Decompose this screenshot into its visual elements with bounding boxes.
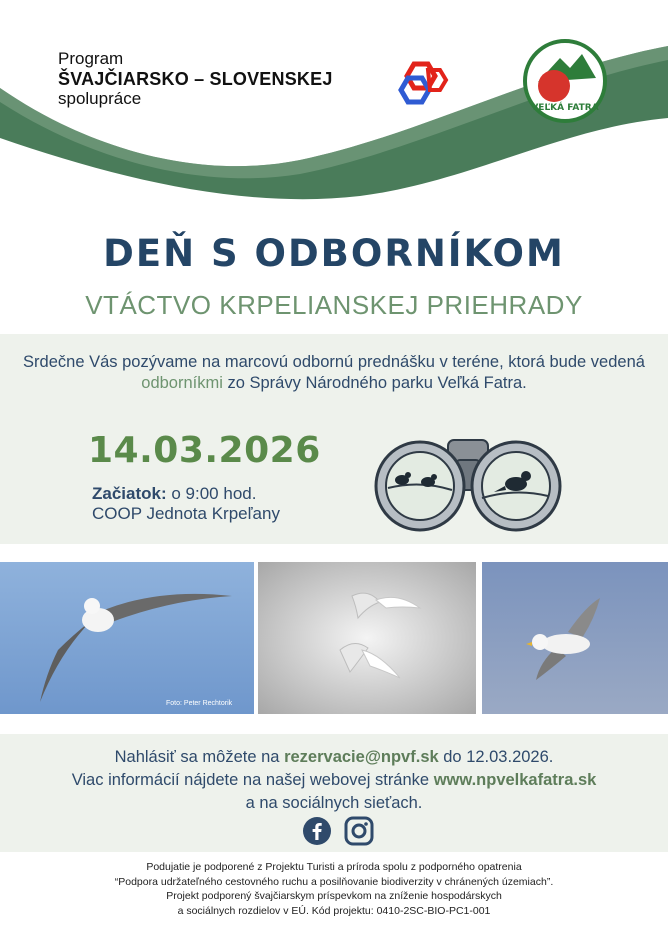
invite-highlight: odborníkmi (141, 374, 223, 392)
footer-line-1: Podujatie je podporené z Projektu Turisti a príroda spolu z podporného opatrenia (146, 861, 522, 873)
footer-line-4: a sociálnych rozdielov v EÚ. Kód projektu: 0410-2SC-BIO-PC1-001 (177, 904, 491, 917)
start-label: Začiatok: (92, 484, 167, 503)
swiss-cooperation-logo-icon (394, 58, 452, 108)
park-logo-text: VEĽKÁ FATRA (531, 103, 599, 113)
footer-line-3: Projekt podporený švajčiarskym príspevkom na zníženie hospodárskych (166, 890, 502, 902)
event-location: COOP Jednota Krpeľany (92, 504, 280, 523)
reg-line1-pre: Nahlásiť sa môžete na (114, 748, 285, 766)
reg-line2-pre: Viac informácií nájdete na našej webovej stránke (71, 771, 434, 789)
program-line-3: spolupráce (58, 89, 142, 108)
reg-line3: a na sociálnych sieťach. (245, 794, 423, 812)
photo-gull-2 (482, 562, 668, 714)
photo-gull-1 (0, 562, 254, 714)
program-line-2: ŠVAJČIARSKO – SLOVENSKEJ (58, 69, 333, 89)
event-subtitle: VTÁCTVO KRPELIANSKEJ PRIEHRADY (85, 290, 583, 320)
photo-egrets (258, 562, 476, 714)
photo-credit: Foto: Peter Rechtorik (166, 700, 233, 707)
event-title: DEŇ S ODBORNÍKOM (103, 232, 565, 275)
invite-text (20, 352, 648, 394)
website-link[interactable]: www.npvelkafatra.sk (433, 771, 597, 789)
social-icons (302, 816, 374, 846)
reg-line1-post: do 12.03.2026. (438, 748, 554, 766)
program-line-1: Program (58, 49, 124, 68)
facebook-icon[interactable] (302, 816, 332, 846)
event-start (92, 484, 280, 524)
header (0, 0, 668, 210)
instagram-icon[interactable] (344, 816, 374, 846)
program-title (58, 50, 333, 107)
park-logo-icon (520, 36, 610, 126)
registration-text (0, 746, 668, 815)
event-date: 14.03.2026 (88, 430, 321, 471)
start-time: o 9:00 hod. (171, 484, 257, 503)
email-link[interactable]: rezervacie@npvf.sk (284, 748, 439, 766)
binoculars-icon (370, 434, 566, 534)
footer-line-2: “Podpora udržateľného cestovného ruchu a posilňovanie biodiverzity v chránených územiach”. (114, 875, 554, 888)
invite-part-1: Srdečne Vás pozývame na marcovú odbornú prednášku v teréne, ktorá bude vedená (23, 353, 645, 371)
footer (0, 860, 668, 918)
invite-part-2: zo Správy Národného parku Veľká Fatra. (222, 374, 527, 392)
